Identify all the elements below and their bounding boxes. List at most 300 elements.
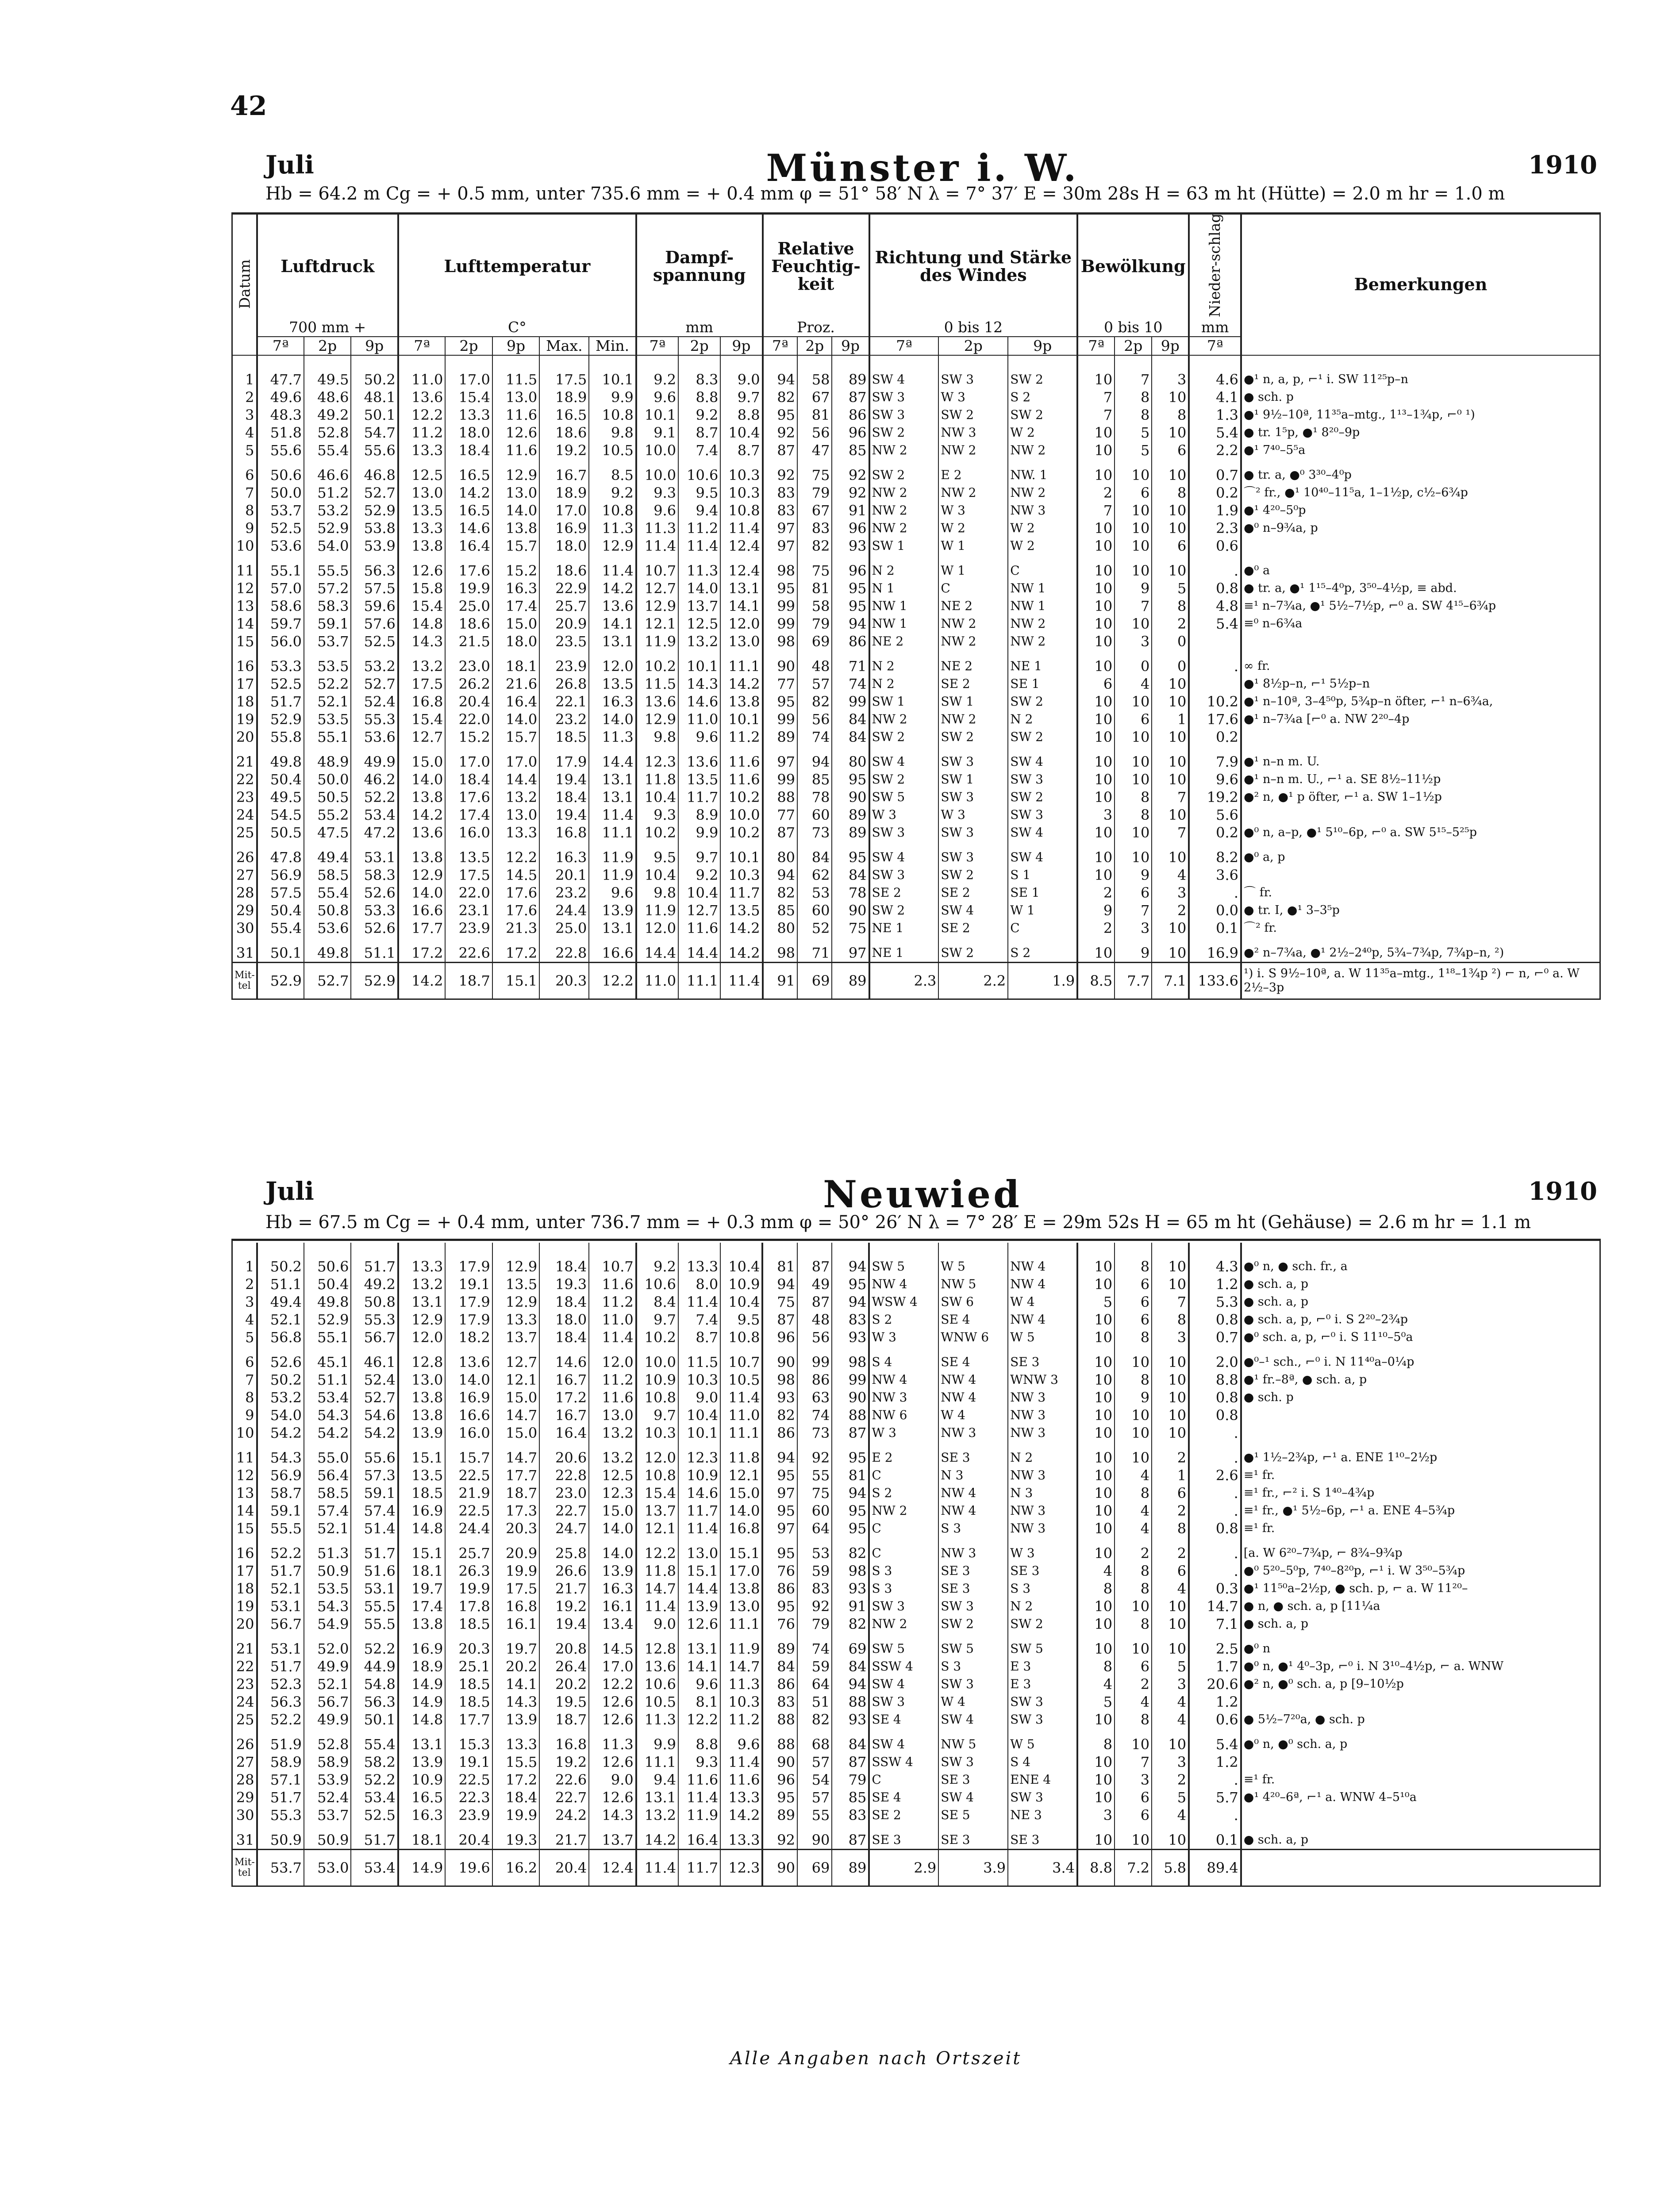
- spacer-cell: [1241, 746, 1600, 753]
- spacer-cell: [1152, 1243, 1189, 1258]
- spacer-cell: [762, 1728, 797, 1736]
- value-cell: 95: [832, 580, 869, 597]
- value-cell: S 2: [1008, 944, 1077, 963]
- value-cell: 53.6: [351, 728, 398, 746]
- spacer-cell: [232, 1243, 257, 1258]
- value-cell: 49.9: [304, 1658, 351, 1675]
- value-cell: 14.6: [678, 693, 720, 710]
- value-cell: 19.3: [539, 1275, 589, 1293]
- value-cell: 67: [797, 502, 832, 519]
- value-cell: 14.4: [678, 1580, 720, 1598]
- value-cell: 74: [797, 1406, 832, 1424]
- value-cell: 11.6: [492, 442, 539, 459]
- mean-value-cell: 52.9: [351, 962, 398, 999]
- spacer-cell: [938, 555, 1008, 562]
- value-cell: 12.0: [589, 1353, 636, 1371]
- spacer-cell: [1115, 650, 1152, 657]
- month-label: Juli: [265, 1177, 314, 1206]
- value-cell: NW 4: [938, 1484, 1008, 1502]
- value-cell: 12.0: [636, 919, 678, 937]
- value-cell: 14.2: [589, 580, 636, 597]
- value-cell: 10: [1115, 824, 1152, 841]
- value-cell: 13.3: [398, 442, 445, 459]
- value-cell: 9.5: [636, 849, 678, 866]
- value-cell: 17.5: [398, 675, 445, 693]
- value-cell: 12.4: [720, 537, 762, 555]
- observation-time-header: 2p: [1115, 337, 1152, 355]
- table-row: [232, 442, 1600, 459]
- value-cell: 94: [832, 615, 869, 633]
- wind-unit: 0 bis 12: [869, 319, 1078, 337]
- value-cell: 22.5: [445, 1502, 492, 1520]
- value-cell: 12.5: [589, 1467, 636, 1484]
- table-row: [232, 1675, 1600, 1693]
- value-cell: 2: [1115, 1544, 1152, 1562]
- value-cell: N 2: [1008, 1449, 1077, 1467]
- value-cell: 6: [1152, 442, 1189, 459]
- value-cell: SE 2: [938, 884, 1008, 902]
- value-cell: 9.0: [589, 1771, 636, 1789]
- value-cell: ENE 4: [1008, 1771, 1077, 1789]
- remarks-cell: ● sch. p: [1241, 388, 1600, 406]
- value-cell: NE 2: [938, 597, 1008, 615]
- value-cell: 6: [1115, 1275, 1152, 1293]
- value-cell: 13.9: [589, 902, 636, 919]
- spacer-cell: [797, 459, 832, 466]
- value-cell: 96: [832, 519, 869, 537]
- value-cell: .: [1189, 1544, 1241, 1562]
- value-cell: 17.0: [492, 753, 539, 771]
- value-cell: SSW 4: [869, 1658, 938, 1675]
- value-cell: 11.9: [636, 902, 678, 919]
- value-cell: 10: [1152, 562, 1189, 580]
- value-cell: 2: [1077, 884, 1115, 902]
- spacer-cell: [720, 650, 762, 657]
- spacer-cell: [1241, 355, 1600, 371]
- value-cell: 10.3: [678, 1371, 720, 1389]
- value-cell: 52.1: [257, 1311, 304, 1329]
- value-cell: 10: [1077, 657, 1115, 675]
- value-cell: 13.7: [492, 1329, 539, 1346]
- mean-value-cell: 20.4: [539, 1850, 589, 1886]
- value-cell: 8: [1115, 806, 1152, 824]
- mean-label: Mit-tel: [234, 1857, 255, 1878]
- value-cell: 0: [1152, 657, 1189, 675]
- spacer-cell: [1152, 1633, 1189, 1640]
- spacer-cell: [589, 1728, 636, 1736]
- spacer-cell: [445, 650, 492, 657]
- value-cell: 6: [1152, 1562, 1189, 1580]
- value-cell: 10.7: [636, 562, 678, 580]
- value-cell: 10: [1115, 1449, 1152, 1467]
- value-cell: C: [869, 1467, 938, 1484]
- day-cell: 29: [236, 902, 254, 919]
- value-cell: 53: [797, 1544, 832, 1562]
- value-cell: 93: [832, 1711, 869, 1728]
- value-cell: 13.1: [398, 1293, 445, 1311]
- value-cell: SE 4: [869, 1711, 938, 1728]
- value-cell: NW 2: [938, 442, 1008, 459]
- mean-value-cell: 11.7: [678, 1850, 720, 1886]
- cloudiness-unit: 0 bis 10: [1077, 319, 1189, 337]
- value-cell: 54.3: [257, 1449, 304, 1467]
- value-cell: 53.7: [257, 502, 304, 519]
- day-cell: 29: [236, 1789, 254, 1806]
- value-cell: 17.2: [492, 1771, 539, 1789]
- value-cell: 17.5: [445, 866, 492, 884]
- value-cell: 22.7: [539, 1502, 589, 1520]
- value-cell: 18.6: [539, 562, 589, 580]
- spacer-cell: [832, 555, 869, 562]
- value-cell: 9: [1115, 866, 1152, 884]
- spacer-cell: [398, 355, 445, 371]
- value-cell: 11.3: [678, 562, 720, 580]
- value-cell: 54.2: [351, 1424, 398, 1442]
- spacer-cell: [636, 459, 678, 466]
- value-cell: 10: [1077, 944, 1115, 963]
- wind-header: Richtung und Stärke des Windes: [869, 214, 1078, 319]
- value-cell: 10: [1077, 537, 1115, 555]
- value-cell: 11.0: [678, 710, 720, 728]
- value-cell: 82: [763, 884, 797, 902]
- value-cell: 94: [763, 866, 797, 884]
- value-cell: 87: [832, 1831, 869, 1850]
- value-cell: 16.0: [445, 824, 492, 841]
- value-cell: NW 4: [869, 1275, 938, 1293]
- value-cell: 10.9: [398, 1771, 445, 1789]
- value-cell: 14.7: [492, 1406, 539, 1424]
- value-cell: 14.4: [589, 753, 636, 771]
- mean-value-cell: 14.9: [398, 1850, 445, 1886]
- value-cell: .: [1189, 1424, 1241, 1442]
- spacer-cell: [1189, 1537, 1241, 1544]
- value-cell: 50.4: [257, 902, 304, 919]
- spacer-cell: [869, 1346, 938, 1353]
- value-cell: SW 1: [938, 771, 1008, 788]
- value-cell: 7.4: [678, 442, 720, 459]
- value-cell: 12.9: [398, 1311, 445, 1329]
- value-cell: 99: [832, 1371, 869, 1389]
- value-cell: 11.9: [678, 1806, 720, 1824]
- value-cell: 10: [1077, 1831, 1115, 1850]
- value-cell: NW 2: [869, 442, 939, 459]
- day-cell: 21: [236, 1640, 254, 1657]
- spacer-cell: [232, 555, 257, 562]
- value-cell: 1.3: [1189, 406, 1241, 424]
- value-cell: C: [938, 580, 1008, 597]
- value-cell: 10: [1077, 562, 1115, 580]
- vapour-pressure-header: Dampf-spannung: [636, 214, 763, 319]
- value-cell: 4: [1115, 1467, 1152, 1484]
- value-cell: 52.9: [304, 519, 351, 537]
- spacer-cell: [678, 1633, 720, 1640]
- year-label: 1910: [1528, 1177, 1597, 1206]
- value-cell: 10: [1077, 1275, 1115, 1293]
- value-cell: 2.3: [1189, 519, 1241, 537]
- spacer-cell: [832, 1537, 869, 1544]
- value-cell: 52.8: [304, 424, 351, 442]
- table-row: [232, 1258, 1600, 1275]
- spacer-cell: [351, 937, 398, 944]
- value-cell: NW 3: [938, 424, 1008, 442]
- value-cell: 18.6: [445, 615, 492, 633]
- value-cell: 52.0: [304, 1640, 351, 1658]
- value-cell: SW 3: [1008, 1711, 1077, 1728]
- observation-time-header: 7ª: [869, 337, 939, 355]
- value-cell: 10: [1077, 1615, 1115, 1633]
- value-cell: 10: [1077, 615, 1115, 633]
- spacer-cell: [720, 1346, 762, 1353]
- value-cell: 14.9: [398, 1675, 445, 1693]
- value-cell: 57: [797, 1789, 832, 1806]
- value-cell: SE 2: [938, 675, 1008, 693]
- value-cell: 11.1: [636, 1753, 678, 1771]
- value-cell: SE 2: [938, 919, 1008, 937]
- table-row: [232, 371, 1600, 388]
- value-cell: SW 3: [869, 1598, 938, 1615]
- value-cell: 13.1: [678, 1640, 720, 1658]
- value-cell: 10.0: [636, 466, 678, 484]
- value-cell: 94: [762, 1449, 797, 1467]
- spacer-cell: [938, 1243, 1008, 1258]
- value-cell: 11.8: [720, 1449, 762, 1467]
- table-row: [232, 1371, 1600, 1389]
- spacer-cell: [304, 1442, 351, 1449]
- value-cell: 2: [1152, 615, 1189, 633]
- value-cell: 10: [1152, 1258, 1189, 1275]
- value-cell: 9.0: [678, 1389, 720, 1406]
- value-cell: 51.7: [351, 1544, 398, 1562]
- remarks-cell: ●¹ n–n m. U.: [1241, 753, 1600, 771]
- value-cell: 51.6: [351, 1562, 398, 1580]
- value-cell: NW 3: [1008, 1520, 1077, 1537]
- value-cell: 51.3: [304, 1544, 351, 1562]
- remarks-cell: ●⁰ n, ●⁰ sch. a, p: [1241, 1736, 1600, 1753]
- value-cell: 23.1: [445, 902, 492, 919]
- spacer-cell: [720, 1728, 762, 1736]
- value-cell: 5: [1152, 1658, 1189, 1675]
- value-cell: 13.3: [398, 1258, 445, 1275]
- spacer-cell: [1241, 650, 1600, 657]
- value-cell: 24.2: [539, 1806, 589, 1824]
- value-cell: 49.8: [257, 753, 304, 771]
- table-row: [232, 1711, 1600, 1728]
- spacer-cell: [636, 841, 678, 849]
- spacer-cell: [351, 555, 398, 562]
- value-cell: S 2: [869, 1311, 938, 1329]
- value-cell: 2.6: [1189, 1467, 1241, 1484]
- value-cell: 7: [1115, 597, 1152, 615]
- table-row: [232, 1693, 1600, 1711]
- value-cell: N 2: [1008, 1598, 1077, 1615]
- value-cell: 10: [1152, 1353, 1189, 1371]
- value-cell: 0.8: [1189, 1406, 1241, 1424]
- value-cell: 48.6: [304, 388, 351, 406]
- spacer-cell: [1189, 1243, 1241, 1258]
- spacer-cell: [445, 1442, 492, 1449]
- value-cell: 21.5: [445, 633, 492, 650]
- value-cell: 79: [832, 1771, 869, 1789]
- remarks-cell: ≡¹ fr., ⌐² i. S 1⁴⁰–4¾p: [1241, 1484, 1600, 1502]
- value-cell: 9.3: [636, 484, 678, 502]
- observation-time-header: 7ª: [763, 337, 797, 355]
- value-cell: 13.5: [678, 771, 720, 788]
- value-cell: 87: [762, 1311, 797, 1329]
- value-cell: W 2: [1008, 519, 1077, 537]
- value-cell: 10: [1115, 466, 1152, 484]
- spacer-cell: [636, 1243, 678, 1258]
- value-cell: 13.0: [720, 633, 762, 650]
- value-cell: 50.2: [257, 1258, 304, 1275]
- value-cell: 9.2: [636, 1258, 678, 1275]
- table-row: [232, 519, 1600, 537]
- value-cell: 47.8: [257, 849, 304, 866]
- spacer-cell: [492, 459, 539, 466]
- value-cell: 12.0: [589, 657, 636, 675]
- value-cell: 16.9: [445, 1389, 492, 1406]
- value-cell: 64: [797, 1675, 832, 1693]
- value-cell: 5.6: [1189, 806, 1241, 824]
- value-cell: 14.1: [492, 1675, 539, 1693]
- value-cell: 96: [762, 1329, 797, 1346]
- value-cell: [1189, 633, 1241, 650]
- value-cell: 11.6: [720, 753, 762, 771]
- value-cell: 22.6: [539, 1771, 589, 1789]
- value-cell: 11.3: [589, 519, 636, 537]
- value-cell: 48.9: [304, 753, 351, 771]
- value-cell: 10.1: [720, 849, 762, 866]
- value-cell: 53.7: [304, 1806, 351, 1824]
- value-cell: 13.1: [720, 580, 762, 597]
- value-cell: SW 4: [869, 1675, 938, 1693]
- value-cell: 14.7: [1189, 1598, 1241, 1615]
- observation-time-header: 7ª: [257, 337, 304, 355]
- spacer-cell: [869, 746, 939, 753]
- station-meta: Hb = 67.5 m Cg = + 0.4 mm, unter 736.7 mm = + 0.3 mm φ = 50° 26′ N λ = 7° 28′ E = 29m 52s H = 65 m ht (Gehäuse) = 2.6 m hr = 1.1 m: [265, 1212, 1531, 1233]
- value-cell: 12.2: [398, 406, 445, 424]
- value-cell: 96: [832, 424, 869, 442]
- value-cell: 95: [832, 1275, 869, 1293]
- value-cell: 52.7: [351, 1389, 398, 1406]
- value-cell: SW 4: [869, 1736, 938, 1753]
- value-cell: 7: [1152, 1293, 1189, 1311]
- spacer-cell: [1189, 841, 1241, 849]
- value-cell: 82: [832, 1615, 869, 1633]
- value-cell: 25.7: [445, 1544, 492, 1562]
- spacer-cell: [1077, 1824, 1115, 1831]
- value-cell: SW 4: [1008, 849, 1077, 866]
- value-cell: 50.1: [257, 944, 304, 963]
- spacer-cell: [832, 746, 869, 753]
- value-cell: 11.1: [720, 657, 762, 675]
- value-cell: 85: [832, 1789, 869, 1806]
- value-cell: 86: [797, 1371, 832, 1389]
- table-row: [232, 806, 1600, 824]
- value-cell: 10.5: [720, 1371, 762, 1389]
- value-cell: SE 3: [869, 1831, 938, 1850]
- spacer-cell: [1008, 937, 1077, 944]
- value-cell: 3: [1152, 884, 1189, 902]
- value-cell: 10.0: [636, 442, 678, 459]
- value-cell: 74: [797, 728, 832, 746]
- value-cell: 55: [797, 1467, 832, 1484]
- value-cell: 10: [1115, 615, 1152, 633]
- spacer-cell: [938, 650, 1008, 657]
- spacer-cell: [492, 1346, 539, 1353]
- value-cell: 90: [762, 1753, 797, 1771]
- value-cell: 55.5: [304, 562, 351, 580]
- value-cell: 10.8: [636, 1467, 678, 1484]
- value-cell: NW 2: [938, 633, 1008, 650]
- spacer-cell: [351, 1537, 398, 1544]
- value-cell: 13.5: [589, 675, 636, 693]
- spacer-cell: [1152, 841, 1189, 849]
- remarks-cell: ●¹ n, a, p, ⌐¹ i. SW 11²⁵p–n: [1241, 371, 1600, 388]
- mean-value-cell: 53.4: [351, 1850, 398, 1886]
- remarks-cell: [1241, 633, 1600, 650]
- value-cell: SW 2: [869, 728, 939, 746]
- value-cell: 19.9: [445, 1580, 492, 1598]
- value-cell: 14.4: [636, 944, 678, 963]
- spacer-cell: [678, 1824, 720, 1831]
- value-cell: 58: [797, 371, 832, 388]
- table-row: [232, 710, 1600, 728]
- value-cell: SW 5: [869, 1640, 938, 1658]
- day-cell: 2: [245, 1276, 254, 1293]
- value-cell: SW 2: [1008, 371, 1077, 388]
- value-cell: 52.2: [351, 1771, 398, 1789]
- value-cell: 10: [1077, 849, 1115, 866]
- value-cell: 10.4: [720, 1293, 762, 1311]
- value-cell: 12.3: [589, 1484, 636, 1502]
- spacer-cell: [257, 555, 304, 562]
- value-cell: 13.9: [589, 1562, 636, 1580]
- value-cell: .: [1189, 1771, 1241, 1789]
- value-cell: 56: [797, 424, 832, 442]
- value-cell: 97: [832, 944, 869, 963]
- value-cell: 19.1: [445, 1753, 492, 1771]
- value-cell: 19.4: [539, 1615, 589, 1633]
- observation-time-header: Min.: [589, 337, 636, 355]
- value-cell: 9.9: [636, 1736, 678, 1753]
- value-cell: 4: [1152, 1693, 1189, 1711]
- value-cell: 8: [1115, 1484, 1152, 1502]
- value-cell: 95: [832, 597, 869, 615]
- value-cell: 14.7: [492, 1449, 539, 1467]
- spacer-cell: [492, 555, 539, 562]
- value-cell: 10: [1115, 502, 1152, 519]
- value-cell: 59.1: [304, 615, 351, 633]
- value-cell: 11.7: [678, 788, 720, 806]
- value-cell: 19.9: [492, 1562, 539, 1580]
- value-cell: 13.6: [678, 753, 720, 771]
- value-cell: 10.6: [678, 466, 720, 484]
- value-cell: 8: [1077, 1736, 1115, 1753]
- spacer-cell: [304, 1243, 351, 1258]
- value-cell: 17.0: [720, 1562, 762, 1580]
- value-cell: 14.2: [720, 919, 762, 937]
- mean-value-cell: 133.6: [1189, 962, 1241, 999]
- value-cell: 13.3: [398, 519, 445, 537]
- value-cell: 10.4: [678, 884, 720, 902]
- value-cell: 12.1: [636, 615, 678, 633]
- spacer-cell: [1241, 937, 1600, 944]
- table-row: [232, 884, 1600, 902]
- value-cell: 10: [1077, 1753, 1115, 1771]
- value-cell: 57: [797, 675, 832, 693]
- value-cell: SW 2: [938, 944, 1008, 963]
- value-cell: 18.1: [398, 1562, 445, 1580]
